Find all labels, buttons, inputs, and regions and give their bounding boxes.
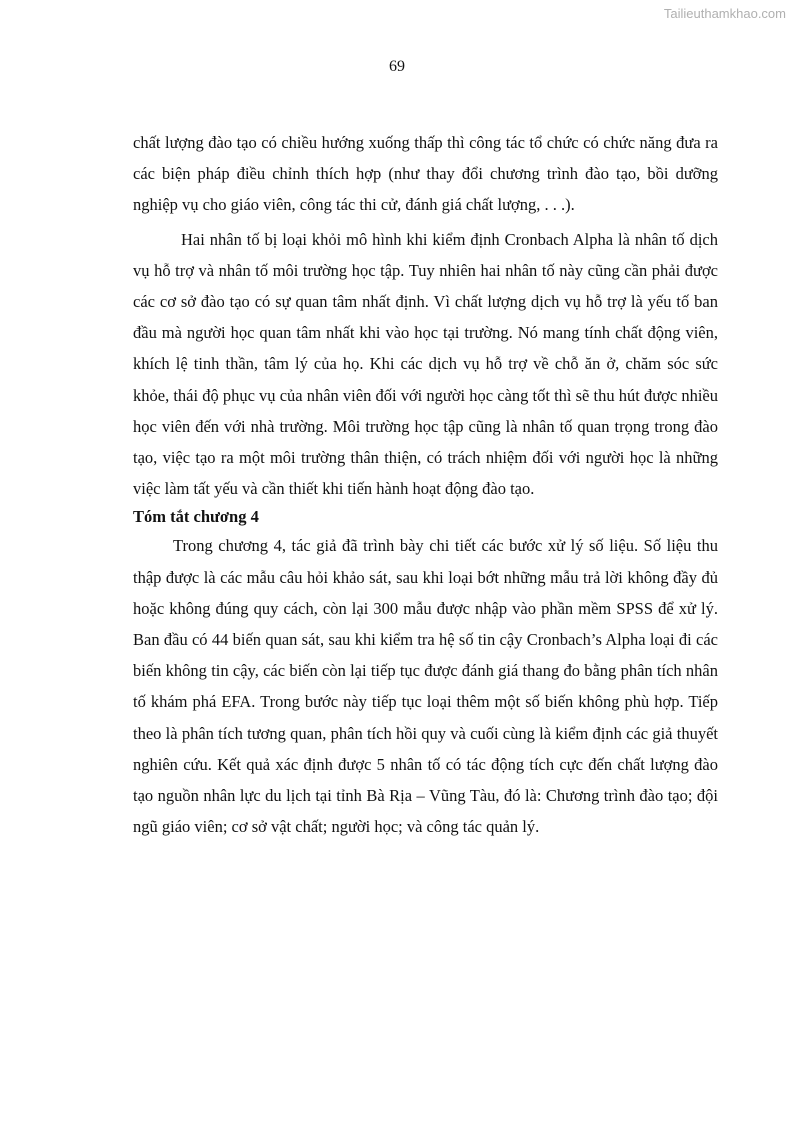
paragraph-removed-factors: Hai nhân tố bị loại khỏi mô hình khi kiểm định Cronbach Alpha là nhân tố dịch vụ hỗ trợ và nhân tố môi trường học tập. Tuy nhiên hai nhân tố này cũng cần phải được các cơ sở đào tạo có sự quan tâm nhất định. Vì chất lượng dịch vụ hỗ trợ là yếu tố ban đầu mà người học quan tâm nhất khi vào học tại trường. Nó mang tính chất động viên, khích lệ tinh thần, tâm lý của họ. Khi các dịch vụ hỗ trợ về chỗ ăn ở, chăm sóc sức khỏe, thái độ phục vụ của nhân viên đối với người học càng tốt thì sẽ thu hút được nhiều học viên đến với nhà trường. Môi trường học tập cũng là nhân tố quan trọng trong đào tạo, việc tạo ra một môi trường thân thiện, có trách nhiệm đối với người học là những việc làm tất yếu và cần thiết khi tiến hành hoạt động đào tạo. <box>133 229 718 499</box>
page-number: 69 <box>389 58 405 75</box>
document-body <box>133 127 718 842</box>
section-heading: Tóm tắt chương 4 <box>133 507 259 527</box>
paragraph-continuation: chất lượng đào tạo có chiều hướng xuống thấp thì công tác tổ chức có chức năng đưa ra các biện pháp điều chỉnh thích hợp (như thay đổi chương trình đào tạo, bồi dưỡng nghiệp vụ cho giáo viên, công tác thi cử, đánh giá chất lượng, . . .). <box>133 133 718 215</box>
watermark: Tailieuthamkhao.com <box>663 6 786 21</box>
paragraph-chapter-summary: Trong chương 4, tác giả đã trình bày chi tiết các bước xử lý số liệu. Số liệu thu thập được là các mẫu câu hỏi khảo sát, sau khi loại bớt những mẫu trả lời không đầy đủ hoặc không đúng quy cách, còn lại 300 mẫu được nhập vào phần mềm SPSS để xử lý. Ban đầu có 44 biến quan sát, sau khi kiểm tra hệ số tin cậy Cronbach’s Alpha loại đi các biến không tin cậy, các biến còn lại tiếp tục được đánh giá thang đo bằng phân tích nhân tố khám phá EFA. Trong bước này tiếp tục loại thêm một số biến không phù hợp. Tiếp theo là phân tích tương quan, phân tích hồi quy và cuối cùng là kiểm định các giả thuyết nghiên cứu. Kết quả xác định được 5 nhân tố có tác động tích cực đến chất lượng đào tạo nguồn nhân lực du lịch tại tỉnh Bà Rịa – Vũng Tàu, đó là: Chương trình đào tạo; đội ngũ giáo viên; cơ sở vật chất; người học; và công tác quản lý. <box>133 536 718 837</box>
